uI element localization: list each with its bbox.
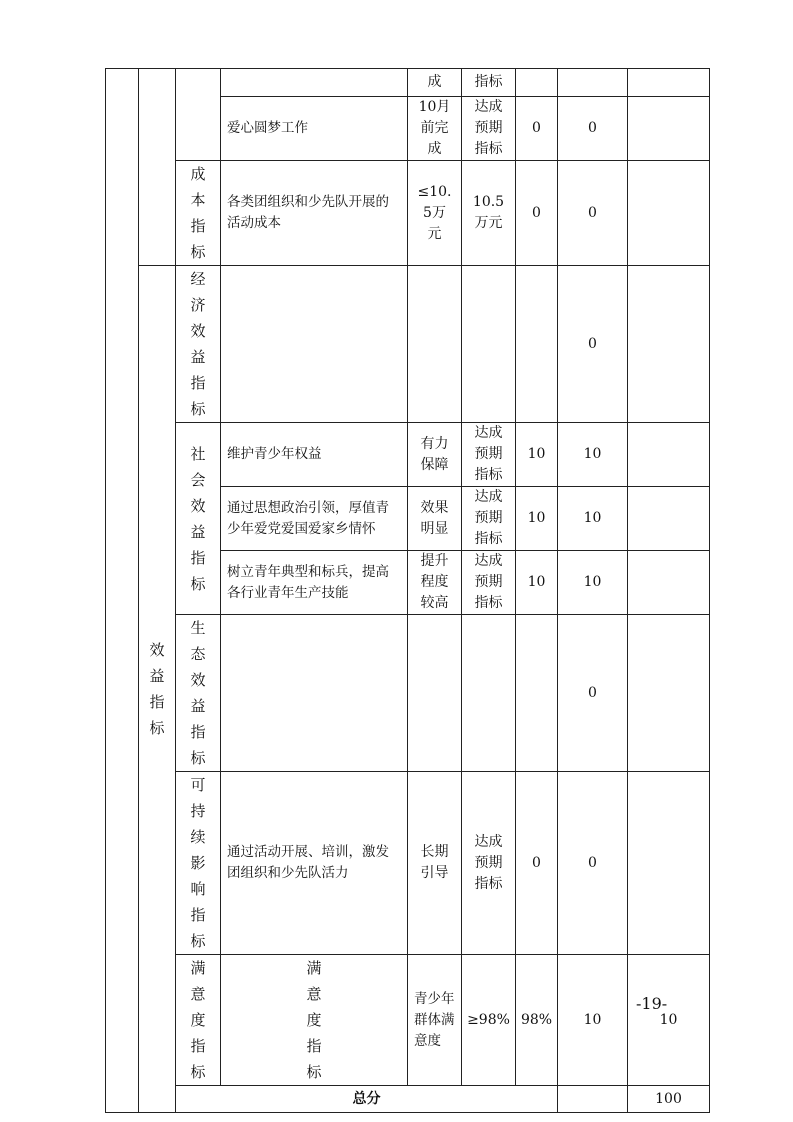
satisfaction-label: 满意度指标 — [190, 959, 206, 1081]
target-cell: 效果明显 — [420, 499, 449, 537]
total-actual-cell — [558, 1086, 628, 1113]
actual-cell: 10.5万元 — [472, 194, 505, 231]
note-cell — [628, 551, 710, 615]
score-cell: 0 — [558, 615, 628, 772]
target-cell: 10月前完成 — [418, 99, 451, 157]
table-row — [106, 615, 710, 772]
total-row — [106, 1086, 710, 1113]
note-cell — [628, 266, 710, 423]
benefit-indicator-label: 效益指标 — [149, 641, 165, 737]
score-cell — [558, 69, 628, 97]
score-cell: 0 — [558, 97, 628, 161]
weight-cell — [516, 615, 558, 772]
actual-cell — [462, 615, 516, 772]
actual-cell: 达成预期指标 — [474, 99, 503, 157]
note-cell — [628, 487, 710, 551]
target-cell: ≤10.5万元 — [417, 183, 452, 242]
indicator-cell: 青少年群体满意度 — [408, 955, 462, 1086]
score-cell: 10 — [628, 955, 710, 1086]
ecological-benefit-label: 生态效益指标 — [190, 619, 206, 767]
weight-cell: 0 — [516, 161, 558, 266]
indicator-cell — [221, 69, 408, 97]
weight-cell: 10 — [558, 955, 628, 1086]
note-cell — [628, 97, 710, 161]
actual-cell: 98% — [516, 955, 558, 1086]
performance-table — [105, 68, 710, 1113]
score-cell: 10 — [558, 551, 628, 615]
indicator-cell: 通过活动开展、培训，激发团组织和少先队活力 — [221, 772, 408, 955]
satisfaction-sub-label: 满意度指标 — [306, 959, 322, 1081]
total-label: 总分 — [176, 1086, 558, 1113]
weight-cell: 0 — [516, 772, 558, 955]
table-row — [106, 69, 710, 97]
actual-cell: 达成预期指标 — [474, 833, 503, 892]
target-cell: 成 — [408, 69, 462, 97]
page-number: -19- — [636, 994, 668, 1013]
score-cell: 0 — [558, 772, 628, 955]
indicator-cell: 各类团组织和少先队开展的活动成本 — [221, 161, 408, 266]
actual-cell: 达成预期指标 — [474, 553, 503, 611]
indicator-cell: 树立青年典型和标兵，提高各行业青年生产技能 — [221, 551, 408, 615]
outer-blank-cell — [106, 69, 139, 1113]
score-cell: 10 — [558, 487, 628, 551]
actual-cell: 达成预期指标 — [474, 425, 503, 483]
total-weight-cell: 100 — [628, 1086, 710, 1113]
indicator-cell: 维护青少年权益 — [221, 423, 408, 487]
indicator-cell — [221, 615, 408, 772]
target-cell — [408, 266, 462, 423]
table-row — [106, 772, 710, 955]
note-cell — [628, 161, 710, 266]
table-row — [106, 266, 710, 423]
target-cell: ≥98% — [462, 955, 516, 1086]
target-cell — [408, 615, 462, 772]
table-row — [106, 161, 710, 266]
table-row — [106, 955, 710, 1086]
note-cell — [628, 423, 710, 487]
score-cell: 0 — [558, 161, 628, 266]
target-cell: 提升程度较高 — [420, 553, 449, 611]
weight-cell: 10 — [516, 487, 558, 551]
social-benefit-label: 社会效益指标 — [190, 444, 206, 593]
weight-cell: 10 — [516, 551, 558, 615]
indicator-cell: 通过思想政治引领，厚值青少年爱党爱国爱家乡情怀 — [221, 487, 408, 551]
weight-cell: 10 — [516, 423, 558, 487]
blank-cell — [139, 69, 176, 266]
indicator-cell — [221, 266, 408, 423]
target-cell: 有力保障 — [420, 435, 449, 473]
actual-cell: 指标 — [462, 69, 516, 97]
actual-cell: 达成预期指标 — [474, 489, 503, 547]
economic-benefit-label: 经济效益指标 — [190, 270, 206, 418]
score-cell: 10 — [558, 423, 628, 487]
table-row — [106, 423, 710, 487]
blank-cell — [176, 69, 221, 161]
indicator-cell: 爱心圆梦工作 — [221, 97, 408, 161]
weight-cell: 0 — [516, 97, 558, 161]
note-cell — [628, 772, 710, 955]
note-cell — [628, 69, 710, 97]
sustainable-impact-label: 可持续影响指标 — [190, 776, 206, 950]
actual-cell — [462, 266, 516, 423]
weight-cell — [516, 69, 558, 97]
note-cell — [628, 615, 710, 772]
weight-cell — [516, 266, 558, 423]
score-cell: 0 — [558, 266, 628, 423]
cost-indicator-label: 成本指标 — [190, 165, 206, 261]
target-cell: 长期引导 — [420, 844, 449, 881]
